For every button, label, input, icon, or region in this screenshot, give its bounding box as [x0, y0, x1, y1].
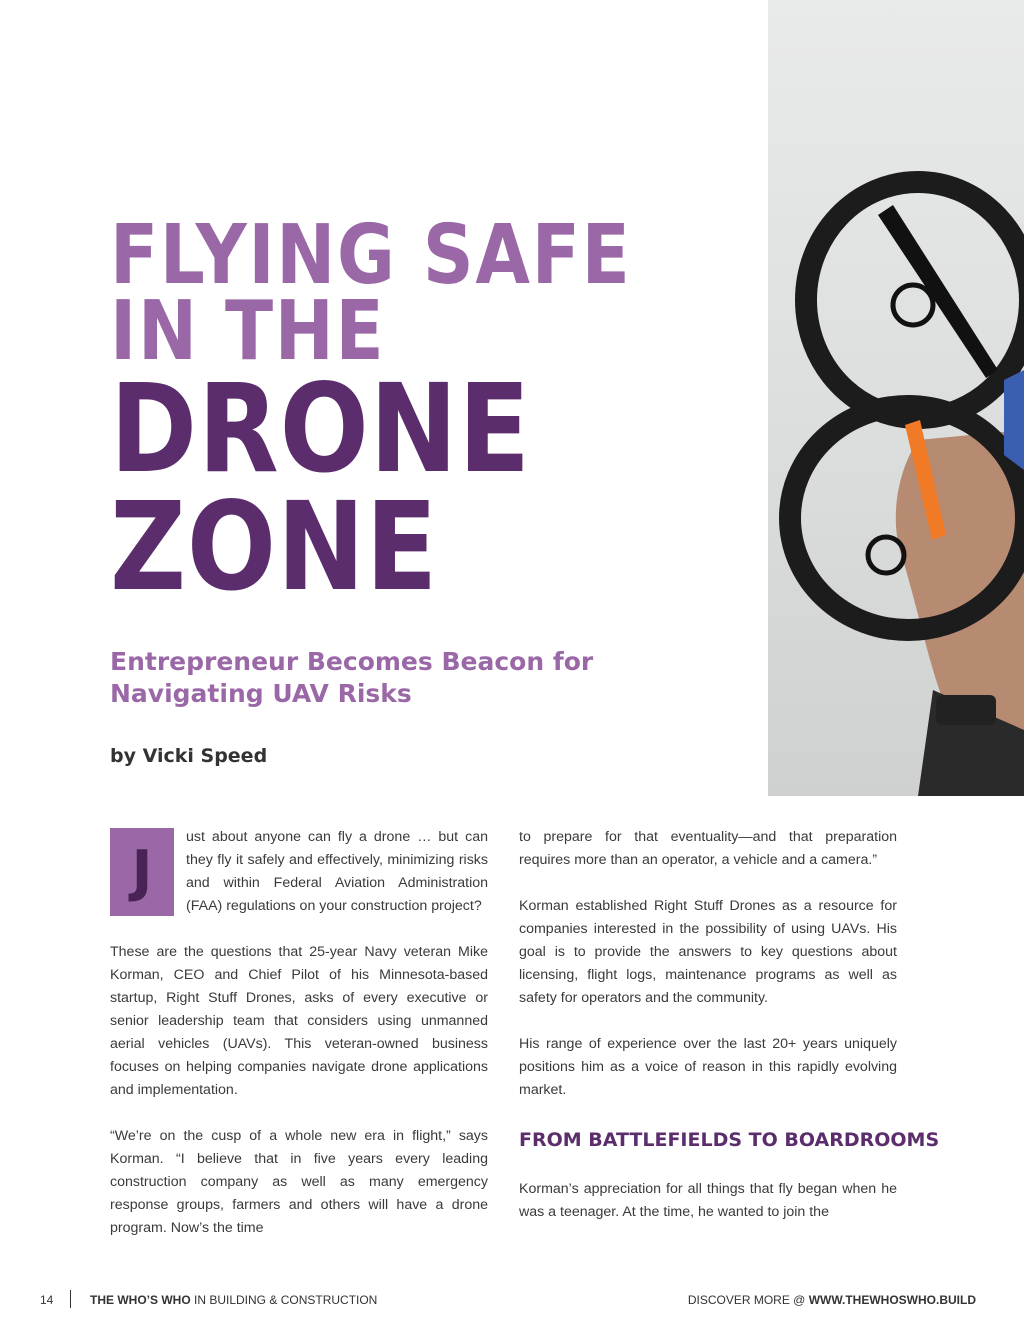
body-paragraph: Korman’s appreciation for all things that fly began when he was a teenager. At the time, he wanted to join the: [519, 1181, 897, 1220]
drop-cap: J: [110, 828, 174, 916]
lower-motor: [868, 537, 904, 573]
headline-line-4: ZONE: [110, 476, 439, 618]
section-heading: FROM BATTLEFIELDS TO BOARDROOMS: [519, 1129, 940, 1151]
publication-name-bold: THE WHO’S WHO: [90, 1293, 191, 1307]
body-paragraph: Korman established Right Stuff Drones as a resource for companies interested in the possibility of using UAVs. His goal is to provide the answers to key questions about licensing, flight logs, maintenance programs as well as safety for operators and the community.: [519, 898, 897, 1006]
article-subtitle: Entrepreneur Becomes Beacon for Navigating UAV Risks: [110, 647, 594, 708]
drone-photo: [768, 0, 1024, 796]
headline-line-1: FLYING SAFE: [110, 208, 632, 303]
upper-rotor-ring: [806, 182, 1024, 418]
drone-body: [1004, 370, 1024, 470]
body-paragraph: His range of experience over the last 20+ years uniquely positions him as a voice of reason in this rapidly evolving market.: [519, 1036, 897, 1098]
watch-shape: [936, 695, 996, 725]
discover-url-link[interactable]: WWW.THEWHOSWHO.BUILD: [808, 1293, 976, 1307]
body-paragraph: These are the questions that 25-year Navy veteran Mike Korman, CEO and Chief Pilot of his Minnesota-based startup, Right Stuff Drones, asks of every executive or senior leadership team that considers using unmanned aerial vehicles (UAVs). This veteran-owned business focuses on helping companies navigate drone applications and implementation.: [110, 944, 488, 1098]
publication-name-rest: IN BUILDING & CONSTRUCTION: [190, 1293, 378, 1307]
publication-name: [90, 1293, 377, 1307]
discover-more: [688, 1293, 976, 1307]
article-column-left: [110, 826, 488, 1263]
upper-motor: [893, 285, 933, 325]
body-paragraph: “We’re on the cusp of a whole new era in flight,” says Korman. “I believe that in five years every leading construction company as well as many emergency response groups, farmers and others will have a drone program. Now’s the time: [110, 1128, 488, 1236]
discover-prefix: DISCOVER MORE @: [687, 1293, 809, 1307]
byline: by Vicki Speed: [110, 745, 268, 767]
headline-line-3: DRONE: [110, 358, 531, 500]
headline: [110, 208, 716, 618]
headline-line-2: IN THE: [110, 284, 386, 379]
intro-text: ust about anyone can fly a drone … but can they fly it safely and effectively, minimizing risks and within Federal Aviation Administration (FAA) regulations on your construction project?: [186, 829, 488, 914]
page-footer: [0, 1288, 1024, 1312]
intro-paragraph: [110, 826, 488, 918]
drone-illustration: [768, 0, 1024, 796]
footer-divider: [70, 1290, 71, 1308]
article-column-right: [519, 826, 940, 1247]
body-paragraph: to prepare for that eventuality—and that preparation requires more than an operator, a vehicle and a camera.”: [519, 829, 897, 868]
page-number: 14: [40, 1293, 54, 1307]
